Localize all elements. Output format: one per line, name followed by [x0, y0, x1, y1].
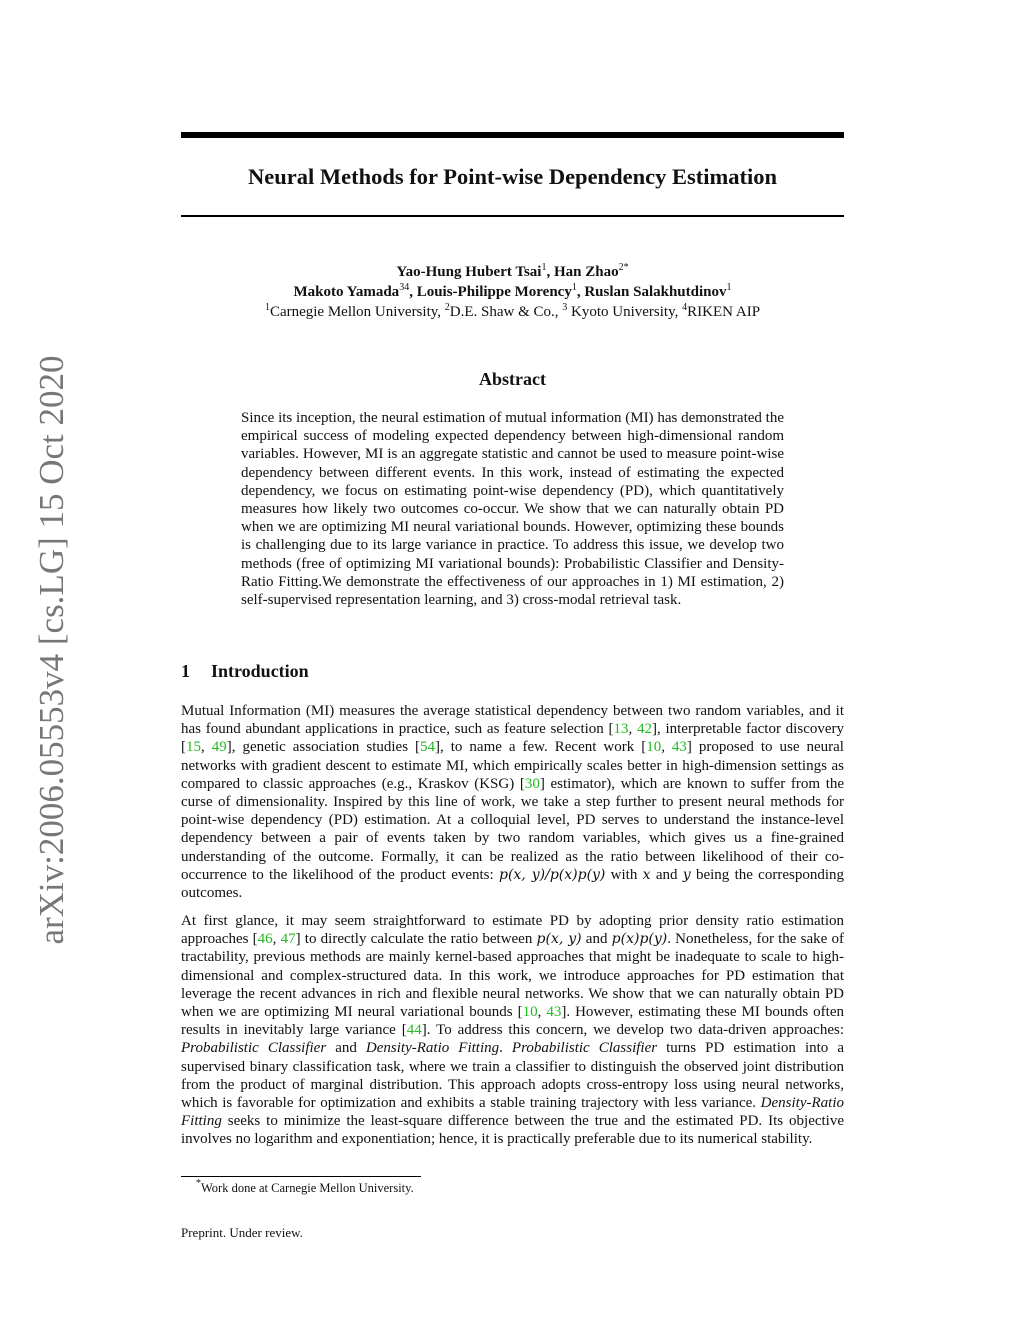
citation-link[interactable]: 44 [406, 1022, 422, 1039]
citation-link[interactable]: 43 [546, 1004, 562, 1021]
citation-link[interactable]: 42 [637, 721, 652, 738]
footnote-text: Work done at Carnegie Mellon University. [201, 1181, 414, 1195]
title-rule-bottom [181, 215, 844, 217]
author-name: Ruslan Salakhutdinov [584, 284, 727, 300]
affiliation: Kyoto University, [567, 304, 679, 320]
section-heading-introduction [181, 659, 309, 683]
footnote [196, 1180, 414, 1196]
method-name: Probabilistic Classifier [181, 1040, 327, 1057]
section-number: 1 [181, 661, 190, 681]
author-name: Makoto Yamada [293, 284, 400, 300]
title-rule-top [181, 132, 844, 138]
citation-link[interactable]: 10 [646, 739, 662, 756]
author-affiliation-mark: 2* [618, 262, 629, 273]
author-affiliation-mark: 1 [571, 282, 577, 293]
footnote-rule [181, 1176, 421, 1177]
citation-link[interactable]: 10 [522, 1004, 538, 1021]
author-name: Han Zhao [553, 264, 619, 280]
abstract-heading: Abstract [479, 369, 546, 389]
abstract-text: Since its inception, the neural estimation of mutual information (MI) has demonstrated the empirical success of modeling expected dependency between high-dimensional random variables. However, MI is an aggregate statistic and cannot be used to measure point-wise dependency between different events. In this work, instead of estimating the expected dependency, we focus on estimating point-wise dependency (PD), which quantitatively measures how likely two outcomes co-occur. We show that we can naturally obtain PD when we are optimizing MI neural variational bounds. However, optimizing these bounds is challenging due to its large variance in practice. To address this issue, we develop two methods (free of optimizing MI variational bounds): Probabilistic Classifier and Density-Ratio Fitting.We demonstrate the effectiveness of our approaches in 1) MI estimation, 2) self-supervised representation learning, and 3) cross-modal retrieval task. [241, 410, 784, 609]
author-affiliation-mark: 1 [726, 282, 732, 293]
author-line-2: Makoto Yamada$^{34}$, Louis-Philippe Morency$^1$, Ruslan Salakhutdinov$^1$ [293, 282, 732, 300]
method-name: Density-Ratio Fitting [365, 1040, 500, 1057]
math-expression: p(x)p(y) [611, 931, 668, 948]
citation-link[interactable]: 13 [613, 721, 629, 738]
arxiv-identifier: arXiv:2006.05553v4 [cs.LG] 15 Oct 2020 [32, 355, 71, 945]
citation-link[interactable]: 49 [211, 739, 227, 756]
math-expression: p(x, y) [536, 931, 582, 948]
math-expression: y [682, 866, 691, 883]
citation-link[interactable]: 43 [671, 739, 687, 756]
affiliation: RIKEN AIP [687, 304, 761, 320]
author-line-1: Yao-Hung Hubert Tsai$^1$, Han Zhao$^{2*}$ [396, 262, 629, 280]
affiliation: D.E. Shaw & Co., [449, 304, 559, 320]
paper-title: Neural Methods for Point-wise Dependency Estimation [248, 164, 777, 189]
math-expression: p(x, y)/p(x)p(y) [498, 866, 606, 883]
citation-link[interactable]: 46 [257, 931, 273, 948]
citation-link[interactable]: 54 [420, 739, 436, 756]
affiliation: Carnegie Mellon University, [269, 304, 442, 320]
author-affiliation-mark: 34 [399, 282, 410, 293]
intro-paragraph-2: At first glance, it may seem straightforward to estimate PD by adopting prior density ratio estimation approaches [46, 47] to directly calculate the ratio between p(x, y) and p(x)p(y). Nonetheless, for the sake of tractability, previous methods are mainly kernel-based approaches that might be inadequate to scale to high-dimensional and complex-structured data. In this work, we introduce approaches for PD estimation that leverage the recent advances in rich and flexible neural networks. We show that we can naturally obtain PD when we are optimizing MI neural variational bounds [10, 43]. However, estimating these MI bounds often results in inevitably large variance [44]. To address this concern, we develop two data-driven approaches: Probabilistic Classifier and Density-Ratio Fitting. Probabilistic Classifier turns PD estimation into a supervised binary classification task, where we train a classifier to distinguish the observed joint distribution from the product of marginal distribution. This approach adopts cross-entropy loss using neural networks, which is favorable for optimization and exhibits a stable training trajectory with less variance. Density-Ratio Fitting seeks to minimize the least-square difference between the true and the estimated PD. Its objective involves no logarithm and exponentiation; hence, it is practically preferable due to its numerical stability. [181, 913, 845, 1148]
preprint-notice: Preprint. Under review. [181, 1225, 303, 1240]
citation-link[interactable]: 15 [186, 739, 201, 756]
citation-link[interactable]: 47 [280, 931, 296, 948]
author-affiliation-mark: 1 [541, 262, 547, 273]
author-name: Louis-Philippe Morency [416, 284, 572, 300]
author-name: Yao-Hung Hubert Tsai [396, 264, 542, 280]
method-name: Density-Ratio Fitting [181, 1095, 844, 1130]
section-title: Introduction [211, 661, 309, 681]
intro-paragraph-1: Mutual Information (MI) measures the average statistical dependency between two random variables, and it has found abundant applications in practice, such as feature selection [13, 42], interpretable factor discovery [15, 49], genetic association studies [54], to name a few. Recent work [10, 43] proposed to use neural networks with gradient descent to estimate MI, which empirically scales better in high-dimension settings as compared to classic approaches (e.g., Kraskov (KSG) [30] estimator), which are known to suffer from the curse of dimensionality. Inspired by this line of work, we take a step further to present neural methods for point-wise dependency (PD) estimation. At a colloquial level, PD serves to understand the instance-level dependency between a pair of events taken by two random variables, which gives us a fine-grained understanding of the outcome. Formally, it can be realized as the ratio between likelihood of their co-occurrence to the likelihood of the product events: p(x, y)/p(x)p(y) with x and y being the corresponding outcomes. [181, 703, 845, 902]
footnote-mark: * [196, 1178, 201, 1189]
method-name: Probabilistic Classifier [511, 1040, 658, 1057]
math-expression: x [642, 866, 651, 883]
affiliation-line: $^1$Carnegie Mellon University, $^2$D.E. Shaw & Co., $^3$ Kyoto University, $^4$RIKEN AIP [264, 302, 761, 320]
citation-link[interactable]: 30 [524, 775, 540, 792]
author-block [181, 262, 844, 322]
